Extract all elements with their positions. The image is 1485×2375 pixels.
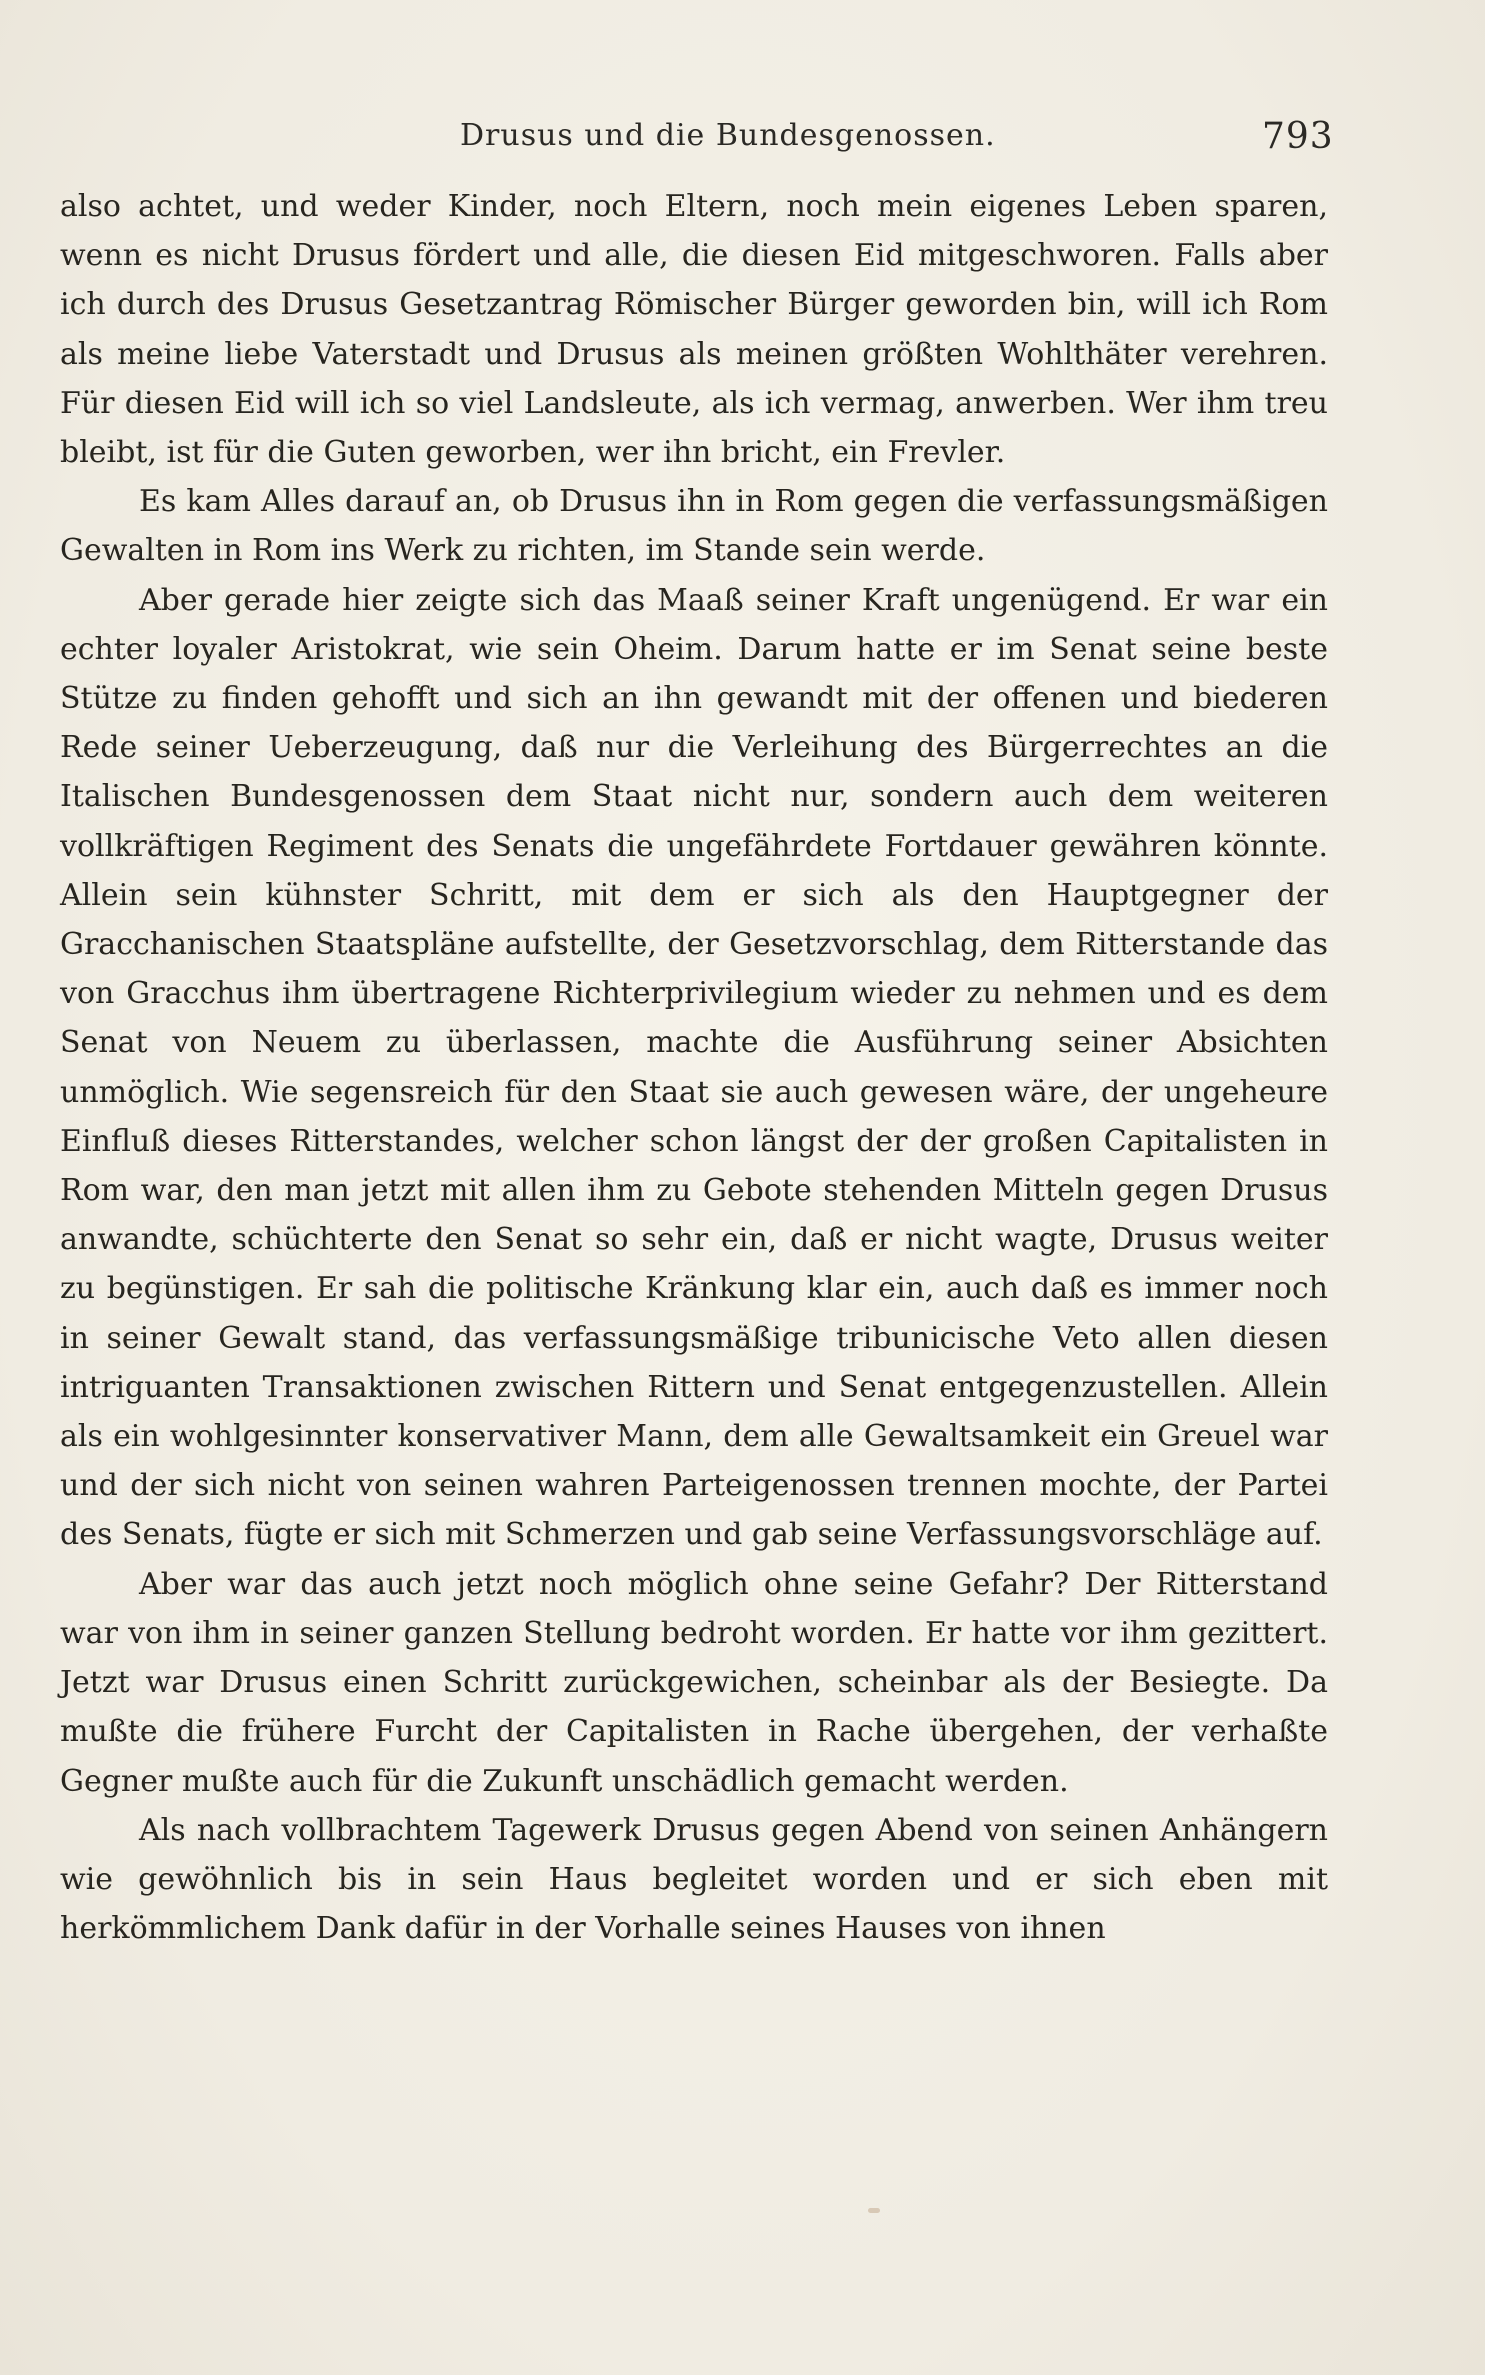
paragraph-4: Aber war das auch jetzt noch möglich ohne seine Gefahr? Der Ritterstand war von ihm in seiner ganzen Stellung bedroht worden. Er hatte vor ihm gezittert. Jetzt war Drusus einen Schritt zurückgewichen, scheinbar als der Besiegte. Da mußte die frühere Furcht der Capitalisten in Rache übergehen, der verhaßte Gegner mußte auch für die Zukunft unschädlich gemacht werden. [60, 1566, 1328, 1799]
running-head [0, 112, 1485, 164]
body-text [60, 182, 1328, 1953]
page-number: 793 [1262, 116, 1334, 157]
paragraph-1: also achtet, und weder Kinder, noch Eltern, noch mein eigenes Leben sparen, wenn es nicht Drusus fördert und alle, die diesen Eid mitgeschworen. Falls aber ich durch des Drusus Gesetzantrag Römischer Bürger geworden bin, will ich Rom als meine liebe Vaterstadt und Drusus als meinen größten Wohlthäter verehren. Für diesen Eid will ich so viel Landsleute, als ich vermag, anwerben. Wer ihm treu bleibt, ist für die Guten geworben, wer ihn bricht, ein Frevler. [60, 189, 1328, 471]
running-title: Drusus und die Bundesgenossen. [460, 118, 996, 153]
paper-speck [868, 2208, 880, 2213]
paragraph-2: Es kam Alles darauf an, ob Drusus ihn in Rom gegen die verfassungsmäßigen Gewalten in Rom ins Werk zu richten, im Stande sein werde. [60, 484, 1328, 569]
paragraph-3: Aber gerade hier zeigte sich das Maaß seiner Kraft ungenügend. Er war ein echter loyaler Aristokrat, wie sein Oheim. Darum hatte er im Senat seine beste Stütze zu finden gehofft und sich an ihn gewandt mit der offenen und biederen Rede seiner Ueberzeugung, daß nur die Verleihung des Bürgerrechtes an die Italischen Bundesgenossen dem Staat nicht nur, sondern auch dem weiteren vollkräftigen Regiment des Senats die ungefährdete Fortdauer gewähren könnte. Allein sein kühnster Schritt, mit dem er sich als den Hauptgegner der Gracchanischen Staatspläne aufstellte, der Gesetzvorschlag, dem Ritterstande das von Gracchus ihm übertragene Richterprivilegium wieder zu nehmen und es dem Senat von Neuem zu überlassen, machte die Ausführung seiner Absichten unmöglich. Wie segensreich für den Staat sie auch gewesen wäre, der ungeheure Einfluß dieses Ritterstandes, welcher schon längst der der großen Capitalisten in Rom war, den man jetzt mit allen ihm zu Gebote stehenden Mitteln gegen Drusus anwandte, schüchterte den Senat so sehr ein, daß er nicht wagte, Drusus weiter zu begünstigen. Er sah die politische Kränkung klar ein, auch daß es immer noch in seiner Gewalt stand, das verfassungsmäßige tribunicische Veto allen diesen intriguanten Transaktionen zwischen Rittern und Senat entgegenzustellen. Allein als ein wohlgesinnter konservativer Mann, dem alle Gewaltsamkeit ein Greuel war und der sich nicht von seinen wahren Parteigenossen trennen mochte, der Partei des Senats, fügte er sich mit Schmerzen und gab seine Verfassungsvorschläge auf. [60, 582, 1328, 1553]
paragraph-5: Als nach vollbrachtem Tagewerk Drusus gegen Abend von seinen Anhängern wie gewöhnlich bis in sein Haus begleitet worden und er sich eben mit herkömmlichem Dank dafür in der Vorhalle seines Hauses von ihnen [60, 1812, 1328, 1947]
